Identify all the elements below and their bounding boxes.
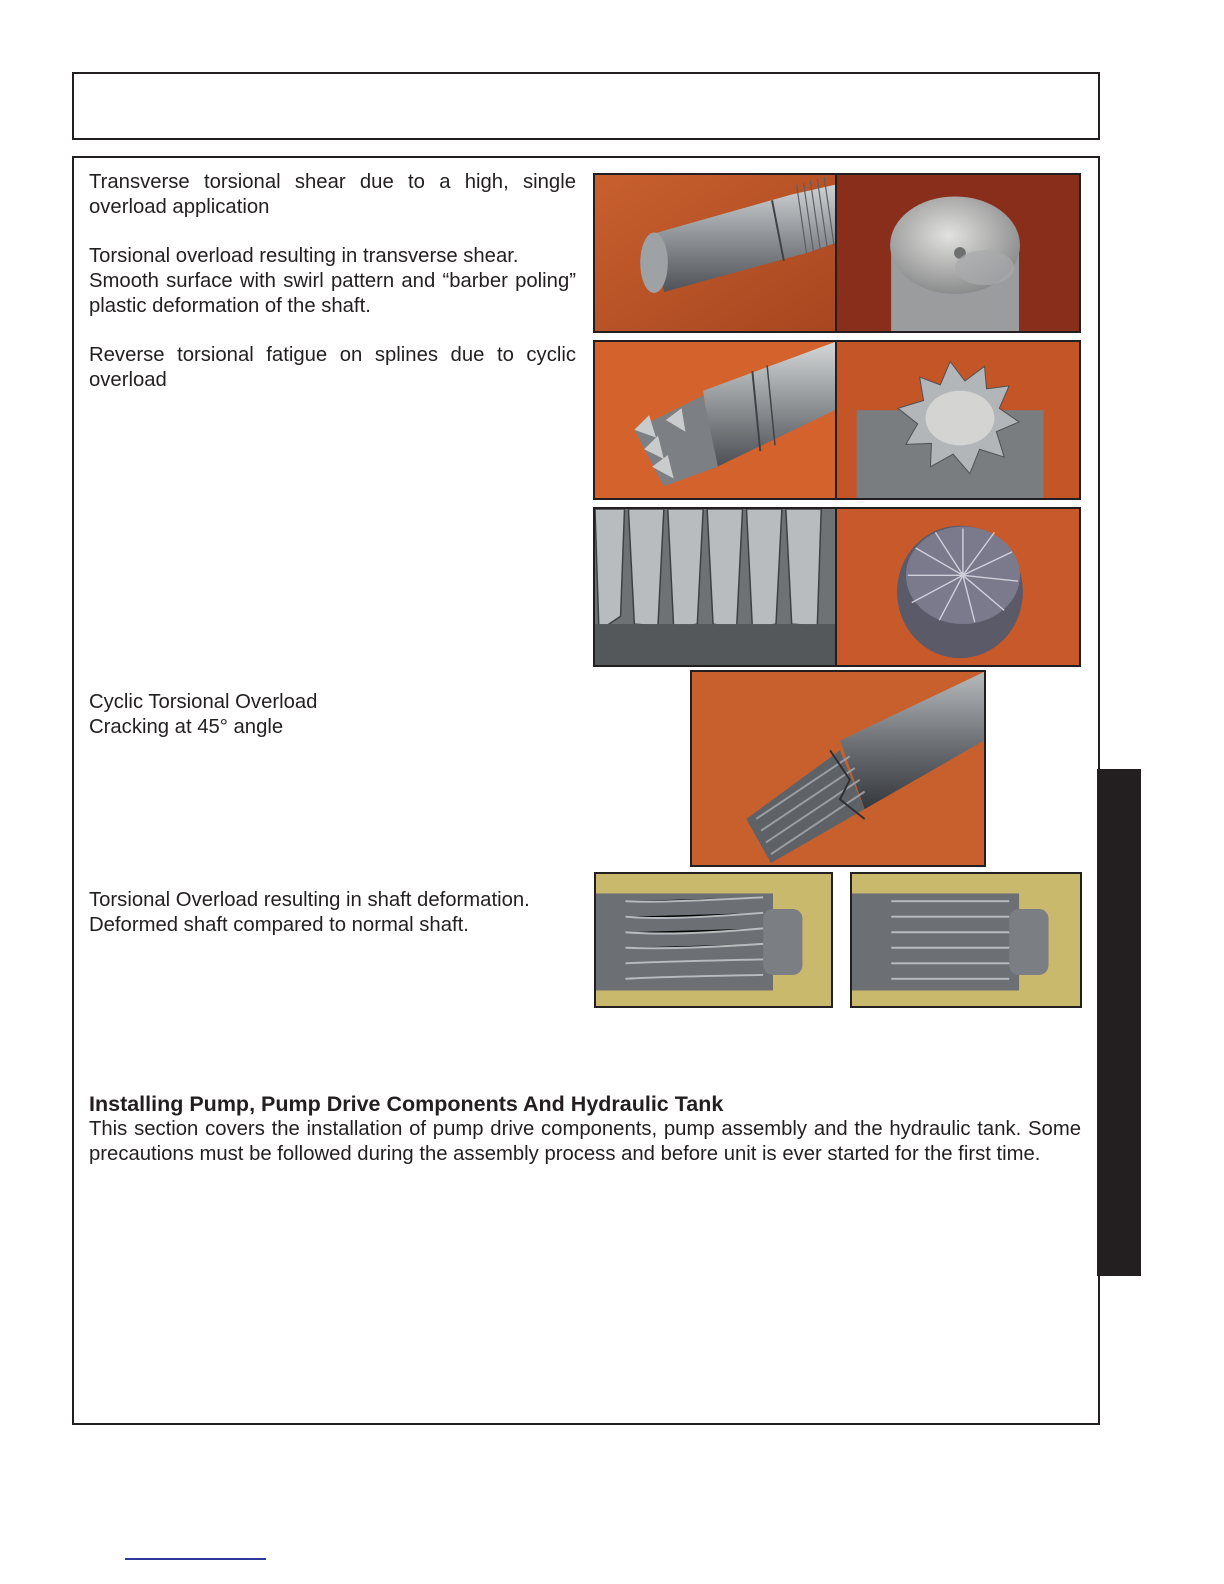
transverse-detail-line1: Torsional overload resulting in transverse shear. (89, 245, 519, 267)
reverse-caption: Reverse torsional fatigue on splines due to cyclic overload (89, 344, 576, 391)
photo-normal-shaft (850, 872, 1082, 1008)
footer-link-underline[interactable] (125, 1558, 266, 1560)
deformation-line2: Deformed shaft compared to normal shaft. (89, 914, 469, 936)
section-side-tab[interactable] (1097, 769, 1141, 1276)
photo-sheared-shaft-side (593, 173, 837, 333)
installing-body: This section covers the installation of pump drive components, pump assembly and the hydraulic tank. Some precautions must be followed during the assembly process and before unit is ever started for the first time. (89, 1118, 1081, 1165)
transverse-caption: Transverse torsional shear due to a high, single overload application (89, 171, 576, 218)
installing-heading: Installing Pump, Pump Drive Components And Hydraulic Tank (89, 1092, 724, 1116)
page-header-box (72, 72, 1100, 140)
transverse-detail (89, 244, 576, 319)
photo-spline-star-fracture (835, 507, 1081, 667)
photo-spline-closeup (593, 507, 837, 667)
photo-cyclic-crack (690, 670, 986, 867)
transverse-detail-line2: Smooth surface with swirl pattern and “barber poling” plastic deformation of the shaft. (89, 270, 576, 317)
photo-deformed-shaft (594, 872, 833, 1008)
photo-spline-fatigue-side (593, 340, 837, 500)
cyclic-caption (89, 690, 576, 740)
deformation-line1: Torsional Overload resulting in shaft deformation. (89, 889, 530, 911)
deformation-caption (89, 888, 589, 938)
photo-spline-fatigue-end (835, 340, 1081, 500)
cyclic-line1: Cyclic Torsional Overload (89, 691, 318, 713)
cyclic-line2: Cracking at 45° angle (89, 716, 284, 738)
photo-sheared-shaft-end (835, 173, 1081, 333)
